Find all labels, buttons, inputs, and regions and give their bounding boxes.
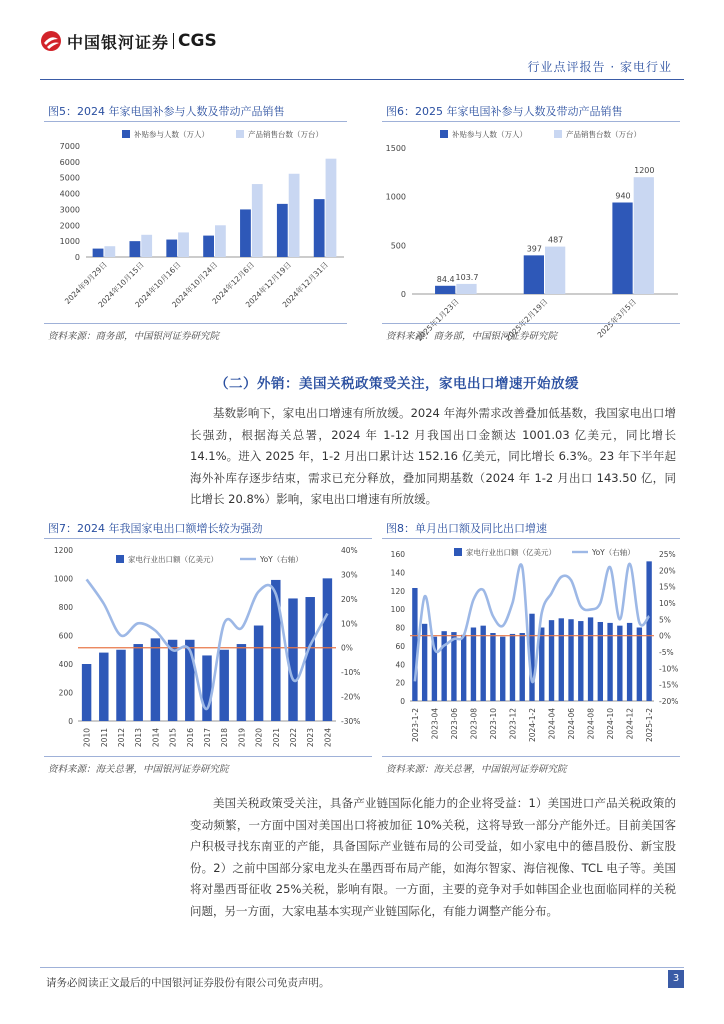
y-right-tick-label: 5% bbox=[659, 615, 671, 625]
bar-export bbox=[500, 637, 505, 701]
bar-export bbox=[559, 618, 564, 701]
legend-label: 产品销售台数（万台） bbox=[566, 130, 641, 139]
y-tick-label: 7000 bbox=[59, 142, 80, 151]
paragraph-tariff: 美国关税政策受关注，具备产业链国际化能力的企业将受益：1）美国进口产品关税政策的变动频繁，一方面中国对美国出口将被加征 10%关税，这将导致一部分产能外迁。目前美国客户积极寻找东南亚的产能，具备国际产业链布局的公司受益，如小家电中的德昌股份、新宝股份。2）之前中国部分家电龙头在墨西哥布局产能，如海尔智家、海信视像、TCL 电子等。美国将对墨西哥征收 25%关税，影响有限。一方面，主要的竞争对手如韩国企业也面临同样的关税问题，另一方面，大家电基本实现产业链国际化，有能力调整产能分布。 bbox=[190, 796, 676, 918]
x-tick-label: 2021 bbox=[271, 728, 281, 748]
fig7-title: 图7：2024 年我国家电出口额增长较为强劲 bbox=[44, 521, 372, 539]
y-right-tick-label: 30% bbox=[341, 570, 358, 580]
x-tick-label: 2024-06 bbox=[567, 708, 577, 740]
bar-export bbox=[151, 638, 160, 721]
y-left-tick-label: 600 bbox=[58, 631, 73, 641]
y-tick-label: 5000 bbox=[59, 173, 80, 183]
bar-export bbox=[607, 623, 612, 701]
x-tick-label: 2024年12月31日 bbox=[280, 260, 330, 310]
x-tick-label: 2014 bbox=[151, 728, 161, 748]
x-tick-label: 2023-1-2 bbox=[410, 708, 420, 743]
y-tick-label: 4000 bbox=[59, 189, 80, 199]
x-tick-label: 2019 bbox=[237, 728, 247, 748]
x-tick-label: 2024-10 bbox=[606, 708, 616, 740]
bar-participants bbox=[435, 286, 455, 294]
y-right-tick-label: 40% bbox=[341, 546, 358, 555]
report-type-label: 行业点评报告 · 家电行业 bbox=[527, 60, 672, 74]
x-tick-label: 2025年1月23日 bbox=[414, 297, 461, 343]
bar-export bbox=[578, 621, 583, 701]
bar-data-label: 940 bbox=[615, 191, 631, 201]
legend-swatch bbox=[116, 555, 124, 563]
y-left-tick-label: 400 bbox=[58, 660, 73, 669]
y-right-tick-label: -20% bbox=[659, 697, 679, 706]
x-tick-label: 2023 bbox=[306, 728, 316, 748]
bar-export bbox=[481, 626, 486, 701]
bar-export bbox=[637, 628, 642, 702]
page-number: 3 bbox=[668, 970, 684, 988]
x-tick-label: 2023-06 bbox=[449, 708, 459, 740]
bar-export bbox=[646, 561, 651, 701]
bar-units bbox=[545, 247, 565, 294]
bar-participants bbox=[612, 203, 632, 294]
y-left-tick-label: 200 bbox=[58, 688, 73, 698]
legend-swatch bbox=[236, 130, 244, 138]
x-tick-label: 2015 bbox=[168, 728, 178, 748]
y-left-tick-label: 100 bbox=[390, 605, 405, 615]
bar-export bbox=[520, 633, 525, 701]
bar-export bbox=[412, 588, 417, 701]
bar-export bbox=[271, 580, 280, 721]
y-right-tick-label: 15% bbox=[659, 582, 676, 592]
y-tick-label: 0 bbox=[400, 290, 406, 299]
bar-export bbox=[598, 622, 603, 701]
fig8-title: 图8：单月出口额及同比出口增速 bbox=[382, 521, 680, 539]
fig5-title: 图5：2024 年家电国补参与人数及带动产品销售 bbox=[44, 104, 347, 122]
y-left-tick-label: 800 bbox=[58, 603, 73, 612]
x-tick-label: 2020 bbox=[254, 728, 264, 748]
fig8-chart bbox=[382, 540, 680, 755]
bar-export bbox=[568, 619, 573, 701]
bar-participants bbox=[93, 249, 104, 257]
x-tick-label: 2024年10月15日 bbox=[96, 260, 146, 310]
x-tick-label: 2018 bbox=[220, 728, 230, 748]
x-tick-label: 2025年2月19日 bbox=[503, 297, 550, 343]
legend-swatch bbox=[440, 130, 448, 138]
y-right-tick-label: 0% bbox=[341, 643, 353, 653]
bar-units bbox=[456, 284, 476, 294]
y-right-tick-label: 25% bbox=[659, 550, 676, 559]
bar-export bbox=[305, 597, 314, 721]
header-divider bbox=[40, 79, 684, 80]
y-tick-label: 2000 bbox=[59, 221, 80, 231]
x-tick-label: 2013 bbox=[134, 728, 144, 748]
bar-export bbox=[627, 623, 632, 701]
x-tick-label: 2023-12 bbox=[508, 708, 518, 740]
y-left-tick-label: 60 bbox=[395, 641, 405, 651]
bar-export bbox=[549, 620, 554, 701]
y-right-tick-label: 0% bbox=[659, 631, 671, 641]
y-right-tick-label: -10% bbox=[659, 664, 679, 674]
legend-label: 补贴参与人数（万人） bbox=[452, 130, 527, 139]
bar-export bbox=[82, 664, 91, 721]
bar-data-label: 1200 bbox=[634, 166, 655, 176]
y-left-tick-label: 160 bbox=[390, 550, 405, 559]
bar-export bbox=[490, 633, 495, 701]
y-right-tick-label: -20% bbox=[341, 692, 361, 702]
bar-units bbox=[634, 177, 654, 294]
y-tick-label: 1500 bbox=[385, 144, 406, 153]
x-tick-label: 2023-04 bbox=[430, 708, 440, 740]
fig8-source: 资料来源：海关总署，中国银河证券研究院 bbox=[382, 756, 680, 775]
x-tick-label: 2024 bbox=[323, 728, 333, 748]
y-left-tick-label: 1200 bbox=[53, 546, 73, 555]
y-right-tick-label: -10% bbox=[341, 668, 361, 678]
y-right-tick-label: 20% bbox=[341, 594, 358, 604]
x-tick-label: 2024-08 bbox=[586, 708, 596, 740]
bar-participants bbox=[314, 199, 325, 257]
bar-export bbox=[323, 578, 332, 721]
bar-export bbox=[99, 653, 108, 721]
bar-export bbox=[451, 632, 456, 701]
y-left-tick-label: 0 bbox=[400, 697, 405, 706]
x-tick-label: 2024-12 bbox=[625, 708, 635, 740]
logo-text-en: CGS bbox=[178, 31, 217, 51]
bar-units bbox=[141, 235, 152, 257]
x-tick-label: 2022 bbox=[289, 728, 298, 748]
bar-export bbox=[288, 598, 297, 721]
bar-export bbox=[617, 626, 622, 701]
legend-swatch bbox=[554, 130, 562, 138]
legend-label: 家电行业出口额（亿美元） bbox=[128, 555, 218, 564]
bar-export bbox=[588, 617, 593, 701]
bar-data-label: 487 bbox=[547, 235, 564, 245]
bar-export bbox=[539, 628, 544, 702]
x-tick-label: 2024-04 bbox=[547, 708, 557, 740]
x-tick-label: 2025年3月5日 bbox=[595, 297, 639, 340]
footer-divider bbox=[40, 967, 684, 968]
y-tick-label: 1000 bbox=[59, 237, 80, 247]
y-left-tick-label: 20 bbox=[395, 678, 405, 688]
legend-swatch bbox=[122, 130, 130, 138]
fig7-source: 资料来源：海关总署，中国银河证券研究院 bbox=[44, 756, 372, 775]
bar-export bbox=[168, 640, 177, 721]
bar-participants bbox=[277, 204, 288, 257]
legend-label: 家电行业出口额（亿美元） bbox=[466, 548, 556, 557]
bar-units bbox=[289, 174, 300, 257]
y-right-tick-label: -30% bbox=[341, 717, 361, 726]
logo-text-cn: 中国银河证券 bbox=[67, 32, 170, 52]
x-tick-label: 2025-1-2 bbox=[645, 708, 655, 743]
bar-export bbox=[461, 635, 466, 701]
x-tick-label: 2023-08 bbox=[469, 708, 479, 740]
fig6-title: 图6：2025 年家电国补参与人数及带动产品销售 bbox=[382, 104, 680, 122]
bar-export bbox=[202, 655, 211, 721]
x-tick-label: 2024年12月6日 bbox=[210, 260, 257, 306]
x-tick-label: 2011 bbox=[99, 728, 109, 748]
fig7-chart bbox=[44, 540, 372, 755]
bar-export bbox=[510, 634, 515, 701]
bar-units bbox=[326, 159, 337, 257]
bar-export bbox=[471, 628, 476, 702]
fig5-source: 资料来源：商务部，中国银河证券研究院 bbox=[44, 323, 347, 342]
legend-label: 补贴参与人数（万人） bbox=[134, 130, 209, 139]
y-tick-label: 0 bbox=[74, 253, 80, 262]
bar-export bbox=[133, 644, 142, 721]
x-tick-label: 2024年9月29日 bbox=[62, 260, 109, 306]
logo-separator bbox=[173, 33, 174, 49]
y-left-tick-label: 40 bbox=[395, 660, 405, 670]
bar-participants bbox=[166, 240, 177, 257]
bar-export bbox=[237, 644, 246, 721]
company-logo bbox=[40, 27, 217, 55]
bar-export bbox=[441, 631, 446, 701]
y-tick-label: 6000 bbox=[59, 157, 80, 167]
bar-data-label: 103.7 bbox=[455, 272, 479, 282]
bar-participants bbox=[129, 241, 140, 257]
y-tick-label: 1000 bbox=[385, 192, 406, 202]
legend-label: YoY（右轴） bbox=[592, 548, 635, 557]
bar-units bbox=[178, 232, 189, 257]
bar-units bbox=[104, 246, 115, 257]
y-tick-label: 500 bbox=[390, 241, 406, 251]
y-right-tick-label: 20% bbox=[659, 566, 676, 576]
logo-mark-icon bbox=[40, 30, 62, 52]
fig6-source: 资料来源：商务部，中国银河证券研究院 bbox=[382, 323, 680, 342]
y-right-tick-label: -5% bbox=[659, 648, 674, 657]
x-tick-label: 2024年10月16日 bbox=[133, 260, 183, 310]
x-tick-label: 2024年12月19日 bbox=[243, 260, 294, 310]
bar-data-label: 397 bbox=[526, 244, 543, 254]
y-left-tick-label: 120 bbox=[390, 586, 405, 596]
x-tick-label: 2024年10月24日 bbox=[170, 260, 220, 310]
bar-participants bbox=[524, 255, 544, 294]
legend-label: YoY（右轴） bbox=[260, 555, 303, 564]
bar-participants bbox=[240, 209, 251, 257]
fig5-chart bbox=[44, 124, 347, 324]
y-right-tick-label: -15% bbox=[659, 680, 679, 690]
y-tick-label: 3000 bbox=[59, 205, 80, 215]
y-left-tick-label: 140 bbox=[390, 568, 405, 578]
y-right-tick-label: 10% bbox=[659, 599, 676, 608]
bar-data-label: 84.4 bbox=[436, 274, 455, 284]
bar-export bbox=[219, 650, 228, 721]
x-tick-label: 2017 bbox=[203, 728, 212, 748]
x-tick-label: 2010 bbox=[82, 728, 92, 748]
x-tick-label: 2024-1-2 bbox=[528, 708, 537, 743]
footer-disclaimer: 请务必阅读正文最后的中国银河证券股份有限公司免责声明。 bbox=[46, 977, 330, 989]
bar-export bbox=[254, 626, 263, 721]
paragraph-export: 基数影响下，家电出口增速有所放缓。2024 年海外需求改善叠加低基数，我国家电出口增长强劲，根据海关总署，2024 年 1-12 月我国出口金额达 1001.03 亿美元，同比增长 14.1%。进入 2025 年，1-2 月出口累计达 152.16 亿美元，同比增长 6.3%。23 年下半年起海外补库存逐步结束，需求已充分释放，叠加同期基数（2024 年 1-2 月出口 143.50 亿，同比增长 20.8%）影响，家电出口增速有所放缓。 bbox=[190, 406, 676, 506]
x-tick-label: 2016 bbox=[185, 728, 195, 748]
y-left-tick-label: 80 bbox=[395, 623, 405, 633]
legend-label: 产品销售台数（万台） bbox=[248, 130, 323, 139]
bar-export bbox=[116, 650, 125, 721]
y-right-tick-label: 10% bbox=[341, 619, 358, 629]
x-tick-label: 2023-10 bbox=[488, 708, 498, 740]
section-heading: （二）外销：美国关税政策受关注，家电出口增速开始放缓 bbox=[215, 376, 579, 392]
legend-swatch bbox=[454, 548, 462, 556]
x-tick-label: 2012 bbox=[117, 728, 126, 748]
bar-units bbox=[252, 184, 263, 257]
y-left-tick-label: 1000 bbox=[53, 574, 73, 584]
bar-participants bbox=[203, 236, 214, 257]
y-left-tick-label: 0 bbox=[68, 717, 73, 726]
bar-units bbox=[215, 225, 226, 257]
